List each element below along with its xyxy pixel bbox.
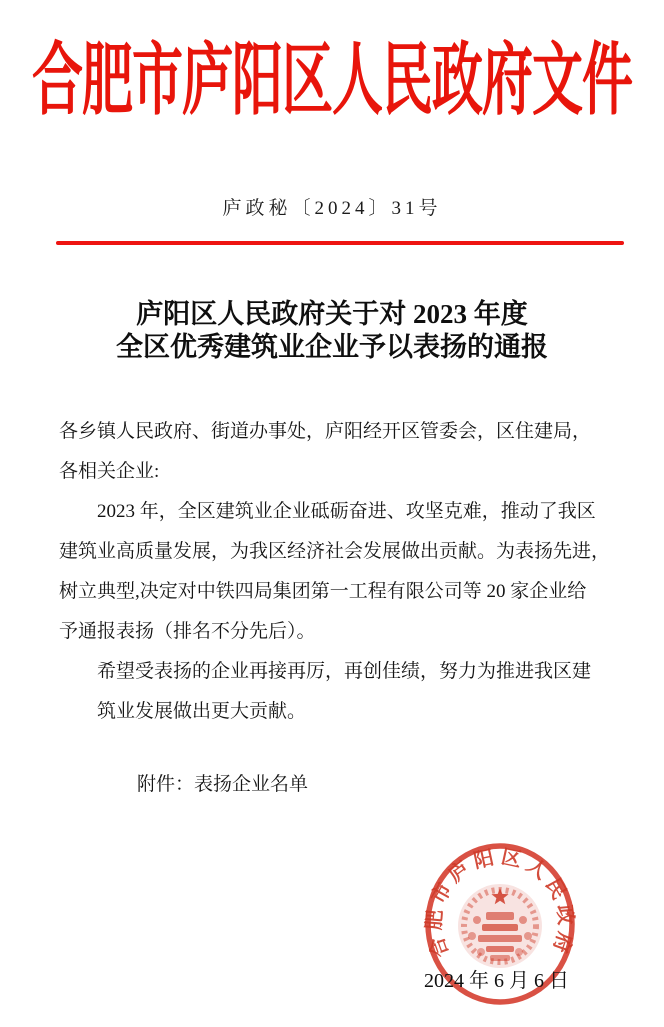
body-line: 予通报表扬（排名不分先后）。 xyxy=(59,621,316,642)
document-number: 庐政秘〔2024〕31号 xyxy=(222,198,442,219)
attachment-line: 附件：表扬企业名单 xyxy=(137,774,309,795)
document-title xyxy=(0,298,664,364)
body-line: 希望受表扬的企业再接再厉，再创佳绩，努力为推进我区建 xyxy=(59,661,592,682)
seal-text: 合肥市庐阳区人民政府 xyxy=(423,846,577,961)
document-title-line1: 庐阳区人民政府关于对 2023 年度 xyxy=(136,299,528,329)
body-line: 2023 年，全区建筑业企业砥砺奋进、攻坚克难，推动了我区 xyxy=(59,501,596,522)
red-divider xyxy=(56,241,624,245)
body-line: 树立典型,决定对中铁四局集团第一工程有限公司等 20 家企业给 xyxy=(59,581,587,602)
document-title-line2: 全区优秀建筑业企业予以表扬的通报 xyxy=(116,332,548,362)
letterhead-title: 合肥市庐阳区人民政府文件 xyxy=(31,38,632,126)
body-text xyxy=(59,412,631,732)
seal-emblem xyxy=(458,884,542,968)
document-date: 2024 年 6 月 6 日 xyxy=(424,970,569,992)
body-line: 筑业发展做出更大贡献。 xyxy=(59,701,307,722)
body-line: 各乡镇人民政府、街道办事处，庐阳经开区管委会，区住建局， xyxy=(59,421,592,442)
body-line: 各相关企业: xyxy=(59,461,160,482)
body-line: 建筑业高质量发展，为我区经济社会发展做出贡献。为表扬先进， xyxy=(59,541,611,562)
